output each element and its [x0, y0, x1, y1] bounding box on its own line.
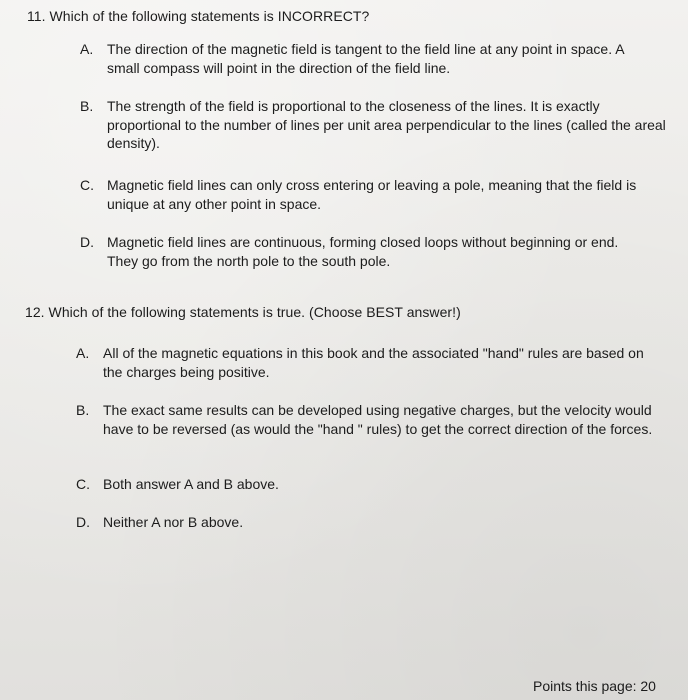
- option-text: Magnetic field lines can only cross entering or leaving a pole, meaning that the field is unique at any other point in space.: [107, 177, 637, 212]
- option-letter: B.: [80, 98, 94, 114]
- option-text: The exact same results can be developed using negative charges, but the velocity would have to be reversed (as would the "hand " rules) to get the correct direction of the forces.: [103, 402, 653, 437]
- option-letter: C.: [76, 476, 90, 492]
- question-12-stem: 12. Which of the following statements is true. (Choose BEST answer!): [25, 304, 461, 320]
- option-text: The direction of the magnetic field is tangent to the field line at any point in space. A small compass will point in the direction of the field line.: [107, 41, 624, 76]
- option-text: Neither A nor B above.: [103, 514, 244, 530]
- option-text: All of the magnetic equations in this book and the associated "hand" rules are based on the charges being positive.: [103, 345, 644, 380]
- option-letter: C.: [80, 177, 94, 193]
- option-letter: A.: [76, 345, 90, 361]
- option-letter: D.: [76, 514, 90, 530]
- option-letter: D.: [80, 234, 94, 250]
- option-text: The strength of the field is proportional to the closeness of the lines. It is exactly proportional to the number of lines per unit area perpendicular to the lines (called the areal density).: [107, 98, 666, 151]
- option-letter: B.: [76, 402, 90, 418]
- question-11-stem: 11. Which of the following statements is INCORRECT?: [27, 8, 370, 24]
- option-letter: A.: [80, 41, 94, 57]
- option-text: Both answer A and B above.: [103, 476, 279, 492]
- points-this-page: Points this page: 20: [533, 678, 656, 694]
- option-text: Magnetic field lines are continuous, forming closed loops without beginning or end. They go from the north pole to the south pole.: [107, 234, 619, 269]
